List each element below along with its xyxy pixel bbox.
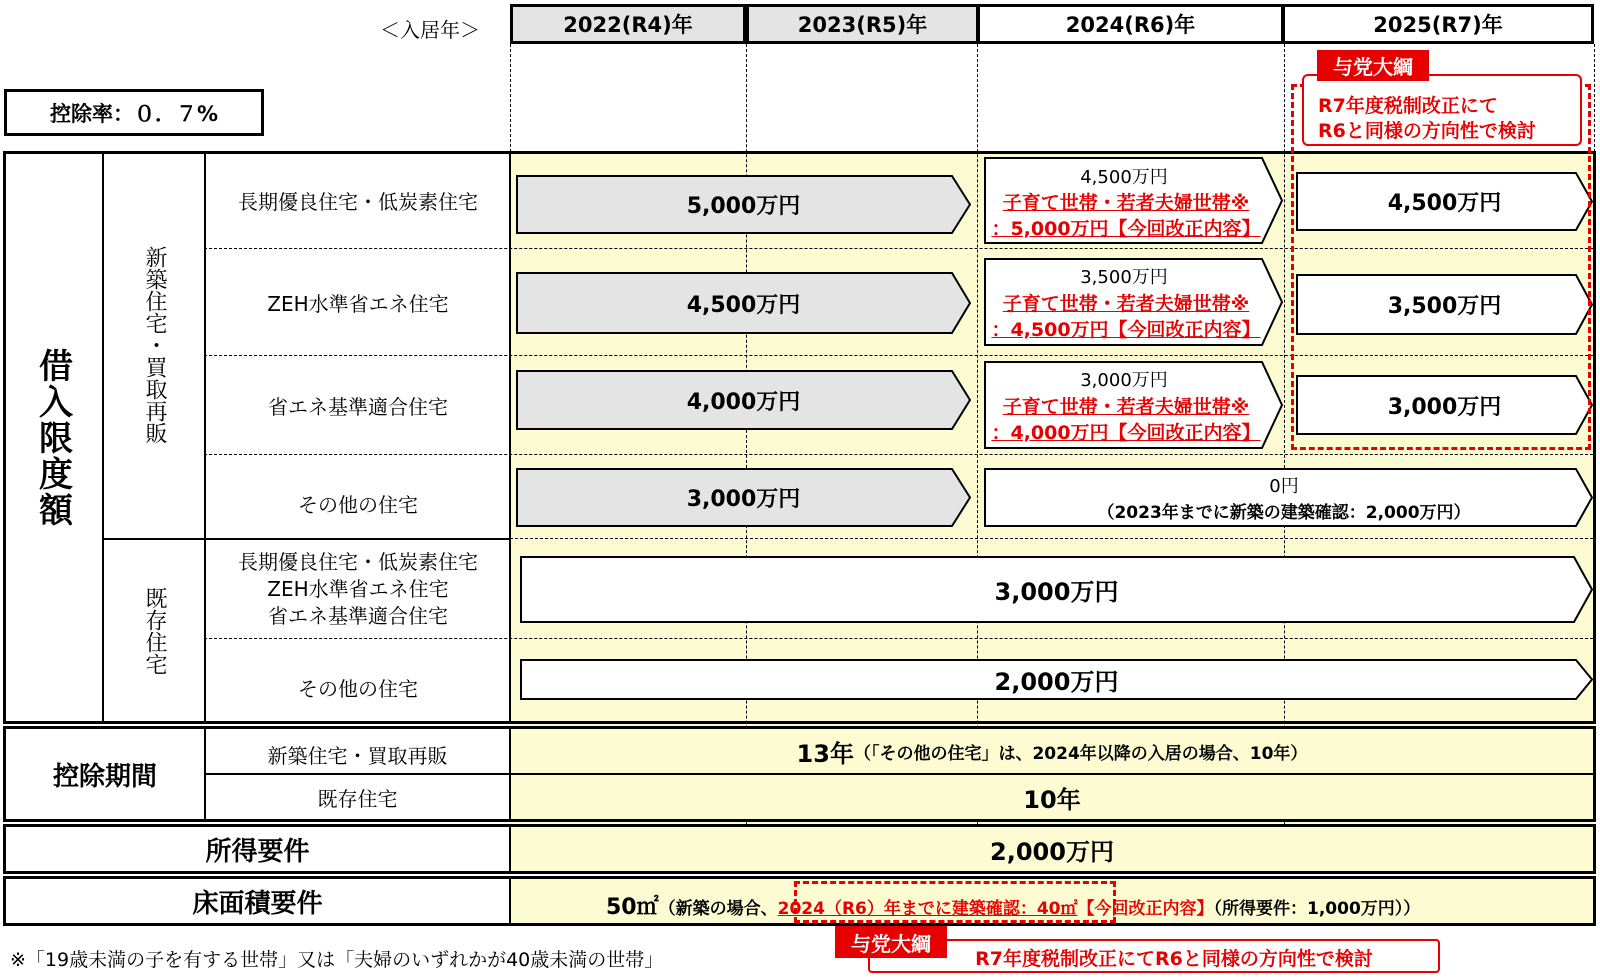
r7-proposal-note-line1: R7年度税制改正にて — [1318, 95, 1498, 117]
year-label: ＜入居年＞ — [380, 18, 480, 42]
yoto-badge-bottom: 与党大綱 — [835, 926, 947, 958]
period-title: 控除期間 — [52, 762, 157, 792]
r6-energy-family-value: ：4,000万円【今回改正内容】 — [991, 422, 1261, 444]
r6-long-life-family-value: ：5,000万円【今回改正内容】 — [991, 218, 1261, 240]
arrow-r6-zeh — [984, 258, 1284, 346]
r6-zeh-base: 3,500万円 — [1080, 267, 1168, 288]
borrow-limit-title: 借入限度額 — [32, 347, 73, 528]
value-existing-other: 2,000万円 — [994, 668, 1119, 696]
period-new-note: （「その他の住宅」は、2024年以降の入居の場合、10年） — [853, 743, 1308, 764]
row-label-long-life: 長期優良住宅・低炭素住宅 — [238, 189, 478, 214]
r6-energy-family-label: 子育て世帯・若者夫婦世帯※ — [1002, 396, 1250, 418]
year-header-2022: 2022(R4)年 — [510, 4, 746, 44]
value-r45-long-life: 5,000万円 — [686, 194, 801, 219]
r67-other-value: 0円 — [1269, 476, 1299, 497]
floor-red-dashed-frame — [794, 881, 1116, 923]
r7-proposal-note-box — [1302, 74, 1582, 146]
floor-main: 50㎡ — [606, 895, 659, 920]
footnote: ※「19歳未満の子を有する世帯」又は「夫婦のいずれかが40歳未満の世帯」 — [10, 949, 664, 971]
arrow-existing-eco — [520, 556, 1593, 623]
arrow-r45-energy — [516, 370, 971, 430]
value-r45-other: 3,000万円 — [686, 487, 801, 512]
row-label-zeh: ZEH水準省エネ住宅 — [267, 292, 449, 316]
divider — [204, 454, 1593, 455]
divider — [510, 538, 1593, 539]
r6-long-life-base: 4,500万円 — [1080, 167, 1168, 188]
floor-red2: 【今回改正内容】 — [1077, 899, 1214, 919]
row-label-existing-1: 長期優良住宅・低炭素住宅 — [238, 550, 478, 574]
value-r7-long-life: 4,500万円 — [1387, 191, 1502, 216]
row-label-existing-2: ZEH水準省エネ住宅 — [267, 577, 449, 601]
floor-pre: （新築の場合、 — [658, 899, 778, 919]
floor-post: （所得要件：1,000万円）） — [1213, 899, 1421, 919]
divider — [510, 44, 511, 152]
floor-red: 2024（R6）年までに建築確認：40㎡ — [777, 899, 1078, 919]
new-group-label: 新築住宅・買取再販 — [142, 246, 167, 444]
value-r7-zeh: 3,500万円 — [1387, 294, 1502, 319]
period-existing-label: 既存住宅 — [317, 787, 398, 811]
row-label-existing-3: 省エネ基準適合住宅 — [268, 604, 448, 628]
deduction-rate-box: 控除率：０．７% — [4, 89, 264, 136]
existing-group-cell — [104, 539, 204, 723]
arrow-r45-zeh — [516, 272, 971, 334]
period-new-years: 13年 — [796, 739, 854, 768]
arrow-r45-long-life — [516, 175, 971, 234]
period-existing-value: 10年 — [1023, 786, 1081, 814]
year-header-2025: 2025(R7)年 — [1282, 4, 1594, 44]
arrow-r45-other — [516, 468, 971, 527]
row-label-existing-other: その他の住宅 — [298, 677, 418, 701]
new-group-cell — [104, 152, 204, 538]
year-header-2023: 2023(R5)年 — [746, 4, 979, 44]
yoto-badge-top: 与党大綱 — [1317, 50, 1429, 81]
arrow-r67-other — [984, 468, 1593, 527]
arrow-existing-other — [520, 659, 1593, 700]
value-r45-energy: 4,000万円 — [686, 389, 801, 415]
r67-other-note: （2023年までに新築の建築確認：2,000万円） — [1097, 503, 1471, 523]
divider — [1594, 44, 1595, 152]
r6-zeh-family-value: ：4,500万円【今回改正内容】 — [991, 319, 1261, 341]
row-label-other: その他の住宅 — [298, 492, 418, 517]
r6-zeh-family-label: 子育て世帯・若者夫婦世帯※ — [1002, 293, 1250, 315]
row-label-energy: 省エネ基準適合住宅 — [268, 395, 448, 419]
income-title: 所得要件 — [205, 836, 310, 867]
r6-energy-base: 3,000万円 — [1080, 370, 1168, 391]
arrow-r6-energy — [984, 361, 1284, 449]
value-r7-energy: 3,000万円 — [1387, 394, 1502, 420]
floor-title: 床面積要件 — [192, 888, 323, 919]
row-label-existing-eco — [206, 549, 510, 630]
floor-proposal-note: R7年度税制改正にてR6と同様の方向性で検討 — [975, 948, 1373, 970]
divider — [204, 638, 1593, 639]
income-value: 2,000万円 — [990, 837, 1114, 866]
value-existing-eco: 3,000万円 — [994, 578, 1119, 606]
divider — [509, 878, 511, 924]
r7-proposal-note — [1318, 94, 1536, 144]
period-new-label: 新築住宅・買取再販 — [267, 743, 448, 768]
value-r45-zeh: 4,500万円 — [686, 292, 801, 318]
existing-group-label: 既存住宅 — [142, 587, 167, 675]
arrow-r6-long-life — [984, 157, 1284, 244]
period-new-value — [511, 729, 1593, 773]
year-header-2024: 2024(R6)年 — [977, 4, 1284, 44]
r6-long-life-family-label: 子育て世帯・若者夫婦世帯※ — [1002, 192, 1250, 214]
floor-proposal-note-box — [868, 939, 1440, 973]
borrow-limit-title-cell — [4, 152, 102, 723]
r7-proposal-note-line2: R6と同様の方向性で検討 — [1318, 120, 1536, 142]
